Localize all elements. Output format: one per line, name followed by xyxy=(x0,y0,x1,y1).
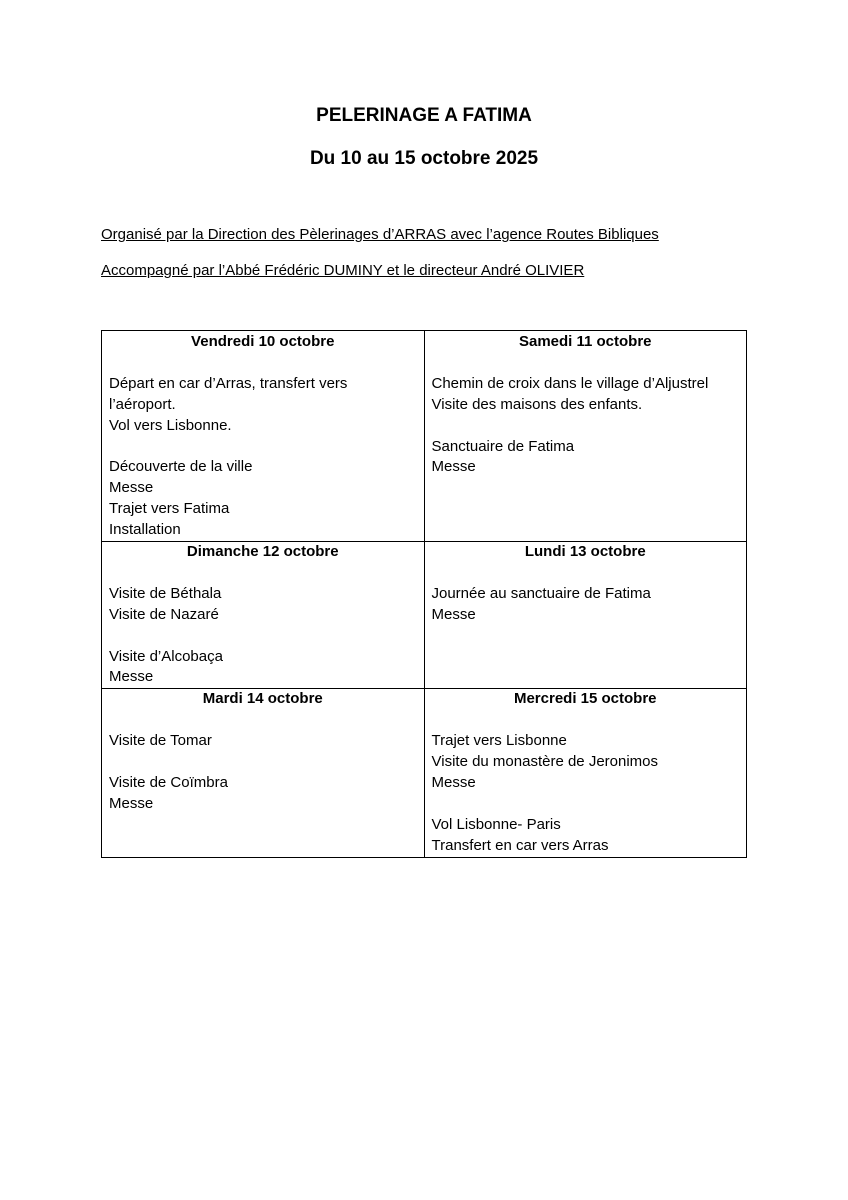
day-line: Visite d’Alcobaça xyxy=(109,647,223,665)
day-line: Transfert en car vers Arras xyxy=(431,836,609,854)
day-line: Installation xyxy=(109,521,181,539)
day-line xyxy=(109,626,417,647)
day-cell-saturday xyxy=(424,331,747,542)
day-title: Dimanche 12 octobre xyxy=(186,543,339,561)
day-title: Mercredi 15 octobre xyxy=(513,690,657,708)
day-cell-sunday xyxy=(102,542,425,689)
day-title: Mardi 14 octobre xyxy=(202,690,323,708)
day-line: Journée au sanctuaire de Fatima xyxy=(431,584,651,602)
day-line: Messe xyxy=(431,458,476,476)
day-line: Vol Lisbonne- Paris xyxy=(431,815,561,833)
day-line: Chemin de croix dans le village d’Aljustrel xyxy=(431,374,709,392)
day-line xyxy=(109,437,417,458)
day-line xyxy=(432,710,740,731)
day-line: Départ en car d’Arras, transfert vers l’aéroport. xyxy=(109,374,348,413)
day-line: Découverte de la ville xyxy=(109,458,253,476)
day-line: Visite du monastère de Jeronimos xyxy=(431,753,659,771)
schedule-row xyxy=(102,542,747,689)
schedule-row xyxy=(102,689,747,857)
day-line xyxy=(432,794,740,815)
day-cell-tuesday xyxy=(102,689,425,857)
day-line: Visite de Tomar xyxy=(109,732,212,750)
day-line: Trajet vers Fatima xyxy=(109,500,230,518)
companion-line: Accompagné par l’Abbé Frédéric DUMINY et le directeur André OLIVIER xyxy=(101,262,585,279)
day-line: Visite des maisons des enfants. xyxy=(431,395,643,413)
day-line: Vol vers Lisbonne. xyxy=(109,416,232,434)
day-line xyxy=(109,353,417,374)
day-line: Sanctuaire de Fatima xyxy=(431,437,575,455)
day-line: Trajet vers Lisbonne xyxy=(431,732,567,750)
day-line: Visite de Coïmbra xyxy=(109,773,228,791)
organizer-line: Organisé par la Direction des Pèlerinages d’ARRAS avec l’agence Routes Bibliques xyxy=(101,226,659,243)
day-title: Samedi 11 octobre xyxy=(518,333,652,350)
day-line: Visite de Nazaré xyxy=(109,605,219,623)
pilgrimage-dates: Du 10 au 15 octobre 2025 xyxy=(309,148,539,169)
day-line: Messe xyxy=(431,773,476,791)
day-title: Vendredi 10 octobre xyxy=(191,333,335,350)
schedule-table xyxy=(101,330,747,858)
day-line xyxy=(109,752,417,773)
day-line: Messe xyxy=(109,479,154,497)
day-line xyxy=(109,563,417,584)
day-title: Lundi 13 octobre xyxy=(524,543,646,561)
day-line xyxy=(432,563,740,584)
day-line: Messe xyxy=(109,794,154,812)
day-line xyxy=(432,353,740,374)
day-line: Messe xyxy=(109,668,154,686)
day-line xyxy=(109,710,417,731)
day-cell-monday xyxy=(424,542,747,689)
day-cell-friday xyxy=(102,331,425,542)
day-line: Messe xyxy=(431,605,476,623)
page-title: PELERINAGE A FATIMA xyxy=(316,105,532,126)
day-line: Visite de Béthala xyxy=(109,584,222,602)
schedule-row xyxy=(102,331,747,542)
day-cell-wednesday xyxy=(424,689,747,857)
day-line xyxy=(432,416,740,437)
